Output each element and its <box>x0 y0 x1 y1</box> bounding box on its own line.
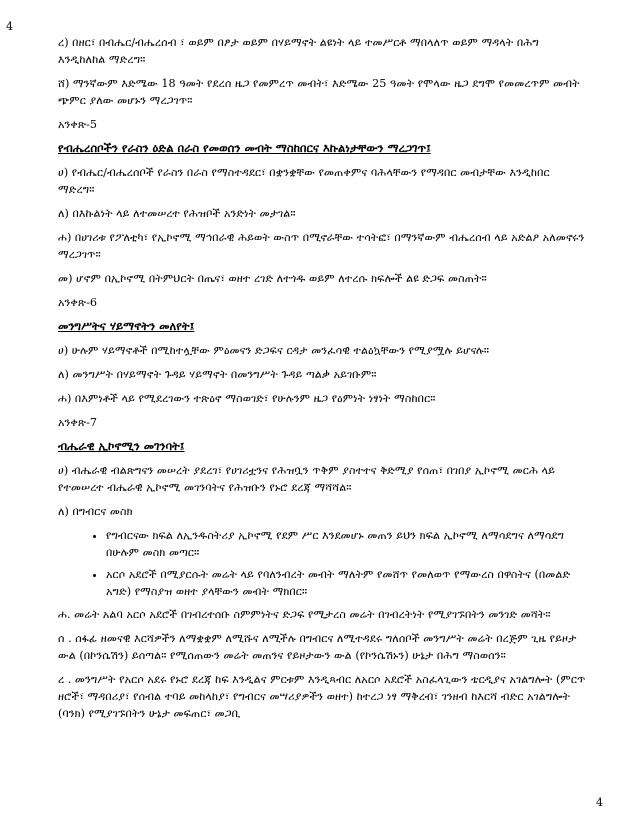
paragraph: ሐ) በሀገሪቱ የፖለቲካ፣ የኢኮኖሚ ማኅበራዊ ሕይወት ውስጥ በሚኖራቸው ተሳትፎ፣ በማንኛውም ብሔረሰብ ላይ አድልዖ አለመኖሩን ማረጋገጥ። <box>58 231 585 261</box>
paragraph: ሀ) የብሔር/ብሔረሰቦች የራስን በራስ የማስተዳደር፣ በቋንቋቸው የመጠቀምና ባሕላቸውን የማዳበር መብታቸው እንዲከበር ማድረግ። <box>58 166 550 196</box>
paragraph: ሰ . ሰፋፊ ዘመናዊ እርሻዎችን ለማቋቋም ለሚሹና ለሚችሉ በግብርና ለሚተዳደሩ ግለሰቦች መንግሥት መሬት በረጅም ጊዜ የይዞታ ውል (በኮንሴሽን) ይሰጣል። የሚሰጠውን መሬት መጠንና የይዞታውን ውል (የኮንሴሽኑን) ሁኔታ በሕግ ማስወሰን። <box>58 632 577 662</box>
paragraph: ለ) በእኩልነት ላይ ለተመሠረተ የሕዝቦች አንድነት መታገል። <box>58 207 296 220</box>
article-label: አንቀጽ-6 <box>58 296 98 309</box>
paragraph: ረ . መንግሥት የአርሶ አደሩ የኑሮ ደረጃ ከፍ እንዲልና ምርቱም እንዲጻብር ለአርሶ አደሮች አስፈላጊውን ቴርዲያና አገልግሎት (ምርጥ ዘሮች፣ ማዳበሪያ፣ የሰብል ተባይ መከላከያ፣ የግብርና መሣሪያዎችን ወዘተ) ከተረጋ ነፃ ማቅረብ፣ ገንዘብ ከእርሻ ብድር አገልግሎት (ባንክ) የሚያገኙበትን ሁኔታ መፍጠር፣ መጋቢ <box>58 673 586 720</box>
paragraph: ሐ. መሬት አልባ አርሶ አደሮች በገብረተሰቡ ስምምነትና ድጋፍ የሚታረስ መሬት በገብረትነት የሚያገኙበትን መንገድ መሻት። <box>58 608 551 621</box>
document-body <box>58 34 586 729</box>
page-number-bottom: 4 <box>596 796 603 809</box>
article-label: አንቀጽ-7 <box>58 416 98 429</box>
paragraph: መ) ሆኖም በኢኮኖሚ በትምህርት በጤና፣ ወዘተ ረገድ ለተጎዱ ወይም ለተረሱ ክፍሎች ልዩ ድጋፍ መስጠት። <box>58 272 487 285</box>
paragraph: ለ) በግብርና መስክ <box>58 505 133 518</box>
paragraph: ለ) መንግሥት በሃይማኖት ጉዳይ ሃይማኖት በመንግሥት ጉዳይ ጣልቃ አይገቡም። <box>58 368 377 381</box>
paragraph: ሸ) ማንኛውም እድሜው 18 ዓመት የደረሰ ዜጋ የመምረጥ መብት፣ እድሜው 25 ዓመት የሞላው ዜጋ ደግሞ የመመረጥም መብት ጭምር ያለው መሆኑን ማረጋገጥ። <box>58 77 580 107</box>
paragraph: ረ) በዘር፣ በብሔር/ብሔረሰብ ፣ ወይም በፆታ ወይም በሃይማኖት ልዩነት ላይ ተመሥርቶ ማበላለጥ ወይም ማዳላት በሕግ እንዲከለከል ማድረግ። <box>58 36 539 66</box>
section-heading: መንግሥትና ሃይማኖትን መለየት፤ <box>58 319 195 333</box>
paragraph: ሀ) ሁሉም ሃይማኖቶች በሚከተሏቸው ምዕመናን ድጋፍና ርዳታ መንፈሳዊ ተልዕኳቸውን የሚያሟሉ ይሆናሉ። <box>58 344 490 357</box>
section-heading: ብሔራዊ ኢኮኖሚን መገንባት፤ <box>58 439 185 453</box>
paragraph: ሐ) በእምነቶች ላይ የሚደረገውን ተጽዕኖ ማስወገድ፣ የሁሉንም ዜጋ የዕምነት ነፃነት ማስከበር። <box>58 392 436 405</box>
paragraph: ሀ) ብሔራዊ ብልጽግናን መሠረት ያደረገ፣ የሀገሪቷንና የሕዝቧን ጥቅም ያስተተና ቅድሚያ የሰጠ፣ በገበያ ኢኮኖሚ መርሕ ላይ የተመሠረተ ብሔራዊ ኢኮኖሚ መገንባትና የሕዝቡን የኑሮ ደረጃ ማሻሻል። <box>58 464 556 494</box>
bullet-list <box>58 527 586 600</box>
bullet-item: • የግብርናው ክፍል ለኢንዱስትሪያ ኢኮኖሚ የደም ሥር እንደመሆኑ መጠን ይህን ክፍል ኢኮኖሚ ለማሳደግና ለማሳደግ በሁሉም መስክ መጣር። <box>106 527 586 561</box>
article-label: አንቀጽ-5 <box>58 118 98 131</box>
section-heading: የብሔረሰቦችን የራስን ዕድል በራስ የመወሰን መብት ማስከበርና እኩልነታቸውን ማረጋገጥ፤ <box>58 141 431 155</box>
page-number-top: 4 <box>6 20 13 33</box>
bullet-item: • አርሶ አደሮች በሚያርሱት መሬት ላይ የባለንብረት መብት ማለትም የመሸጥ የመለወጥ የማውረስ በዋስትና (በመልድ አግድ) የማስያዝ ወዘተ ያላቸውን መብት ማክበር። <box>106 566 586 600</box>
